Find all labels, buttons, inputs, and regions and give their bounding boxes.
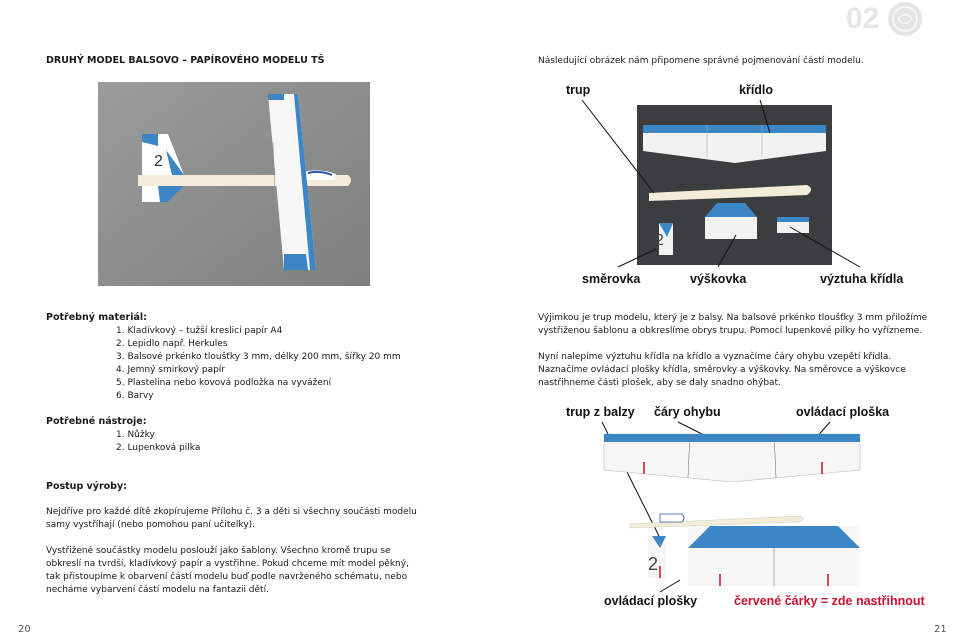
label-smerovka: směrovka: [582, 272, 641, 286]
label-cervene-carky: červené čárky = zde nastřihnout: [734, 594, 925, 608]
right-paragraph-2: Nyní nalepíme výztuhu křídla na křídlo a vyznačíme čáry ohybu vzepětí křídla. Naznačíme ovládací plošky křídla, směrovky a výškovky. Na směrovce a výškovce nastřihneme části plošek, aby se daly snadno ohýbat.: [538, 352, 906, 388]
right-intro: Následující obrázek nám připomene správné pojmenování částí modelu.: [538, 56, 864, 66]
list-item: 2. Lepidlo např. Herkules: [116, 339, 228, 349]
page-number-left: 20: [18, 624, 31, 635]
materials-title: Potřebný materiál:: [46, 312, 147, 323]
label-vyskovka: výškovka: [690, 272, 747, 286]
label-cary-ohybu: čáry ohybu: [654, 405, 721, 419]
figure2-parts: [560, 418, 932, 593]
label-vyztuha: výztuha křídla: [820, 272, 904, 286]
list-item: 3. Balsové prkénko tloušťky 3 mm, délky 200 mm, šířky 20 mm: [116, 352, 401, 362]
right-text: [538, 312, 928, 390]
tail-number: 2: [154, 153, 163, 170]
page-number-right: 21: [934, 624, 947, 635]
list-item: 4. Jemný smirkový papír: [116, 365, 226, 375]
label-ovladaci-ploska: ovládací ploška: [796, 405, 890, 419]
label-kridlo: křídlo: [739, 83, 774, 97]
badge-emblem-icon: [888, 2, 922, 36]
label-ovladaci-plosky: ovládací plošky: [604, 594, 698, 608]
tools-list: [116, 429, 200, 455]
procedure-text: [46, 506, 426, 597]
parts-tail-number: 2: [655, 232, 664, 249]
label-trup-z-balzy: trup z balzy: [566, 405, 635, 419]
procedure-title: Postup výroby:: [46, 481, 127, 492]
materials-list: [116, 325, 401, 403]
photo-finished-plane: [98, 82, 370, 286]
left-title: DRUHÝ MODEL BALSOVO – PAPÍROVÉHO MODELU TŠ: [46, 55, 325, 66]
procedure-paragraph-2: Vystřižené součástky modelu poslouží jako šablony. Všechno kromě trupu se obkreslí na tvrdší, kladívkový papír a vystřihne. Pokud chceme mít model pěkný, tak přistoupíme k obarvení částí modelu buď podle navrženého schématu, nebo necháme vybarvení částí modelu na fantazii dětí.: [46, 546, 409, 595]
list-item: 1. Nůžky: [116, 430, 155, 440]
page-badge-number: 02: [846, 2, 880, 35]
list-item: 2. Lupenková pilka: [116, 443, 201, 453]
list-item: 5. Plastelína nebo kovová podložka na vyvážení: [116, 378, 332, 388]
list-item: 6. Barvy: [116, 391, 154, 401]
label-trup: trup: [566, 83, 591, 97]
right-paragraph-1: Výjimkou je trup modelu, který je z balsy. Na balsové prkénko tloušťky 3 mm přiložíme vystřiženou šablonu a obkreslíme obrys trupu. Pomocí lupenkové pilky ho vyřízneme.: [538, 313, 928, 336]
figure2-tail-number: 2: [648, 554, 659, 574]
procedure-paragraph-1: Nejdříve pro každé dítě zkopírujeme Přílohu č. 3 a děti si všechny součásti modelu samy vystříhají (nebo pomohou paní učitelky).: [46, 507, 417, 530]
figure1-pointer-lines: [560, 95, 920, 280]
list-item: 1. Kladívkový – tužší kreslicí papír A4: [116, 326, 283, 336]
tools-title: Potřebné nástroje:: [46, 416, 147, 427]
